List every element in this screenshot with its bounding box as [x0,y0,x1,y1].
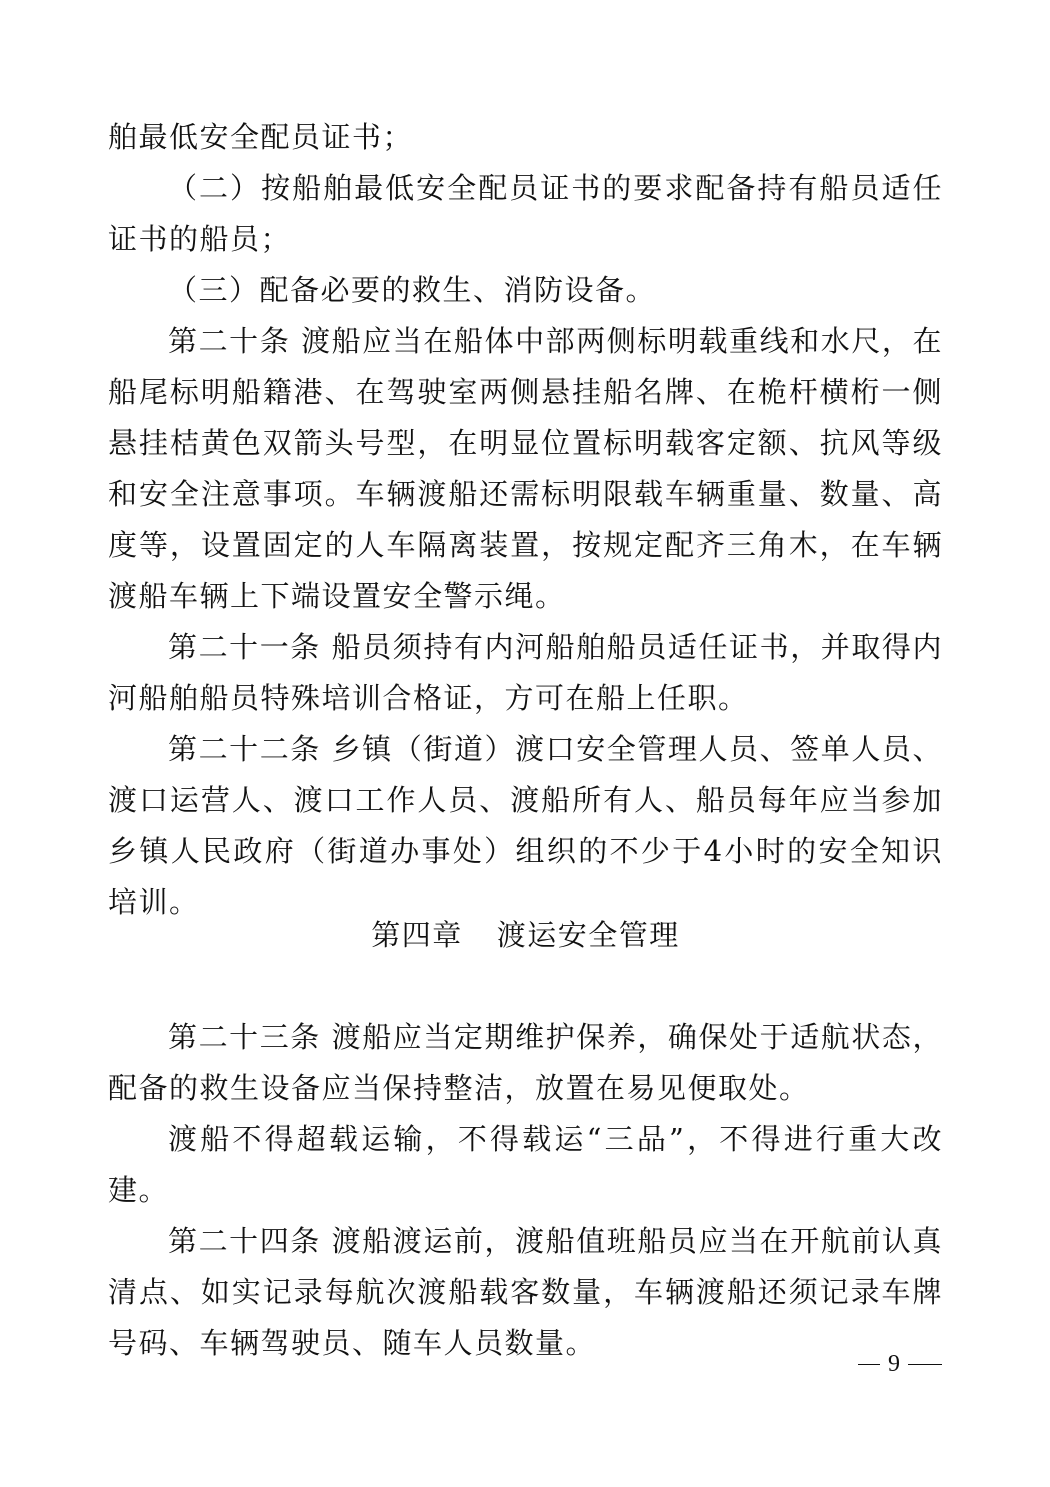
paragraph-item-two: （二）按船舶最低安全配员证书的要求配备持有船员适任证书的船员； [108,171,943,256]
paragraph-article-21: 第二十一条 船员须持有内河船舶船员适任证书，并取得内河船舶船员特殊培训合格证，方可在船上任职。 [108,630,943,715]
paragraph-continued-certificate: 舶最低安全配员证书； [108,120,414,154]
paragraph-article-20: 第二十条 渡船应当在船体中部两侧标明载重线和水尺，在船尾标明船籍港、在驾驶室两侧悬挂船名牌、在桅杆横桁一侧悬挂桔黄色双箭头号型，在明显位置标明载客定额、抗风等级和安全注意事项。车辆渡船还需标明限载车辆重量、数量、高度等，设置固定的人车隔离装置，按规定配齐三角木，在车辆渡船车辆上下端设置安全警示绳。 [108,324,943,613]
chapter-number: 第四章 [371,918,463,952]
top-text-block [108,112,943,928]
page-number-left-dash [858,1364,880,1366]
bottom-text-block [108,1012,943,1369]
paragraph-article-22: 第二十二条 乡镇（街道）渡口安全管理人员、签单人员、渡口运营人、渡口工作人员、渡船所有人、船员每年应当参加乡镇人民政府（街道办事处）组织的不少于4小时的安全知识培训。 [108,732,943,919]
paragraph-item-three: （三）配备必要的救生、消防设备。 [168,273,657,307]
paragraph-article-24: 第二十四条 渡船渡运前，渡船值班船员应当在开航前认真清点、如实记录每航次渡船载客数量，车辆渡船还须记录车牌号码、车辆驾驶员、随车人员数量。 [108,1224,943,1360]
page-number-value: 9 [888,1351,900,1377]
chapter-heading [108,913,943,954]
paragraph-prohibitions: 渡船不得超载运输，不得载运“三品”，不得进行重大改建。 [108,1122,943,1207]
paragraph-article-23: 第二十三条 渡船应当定期维护保养，确保处于适航状态，配备的救生设备应当保持整洁，放置在易见便取处。 [108,1020,943,1105]
page-number-right-dash [908,1364,942,1366]
chapter-title: 渡运安全管理 [496,918,680,952]
page-number [858,1351,942,1378]
